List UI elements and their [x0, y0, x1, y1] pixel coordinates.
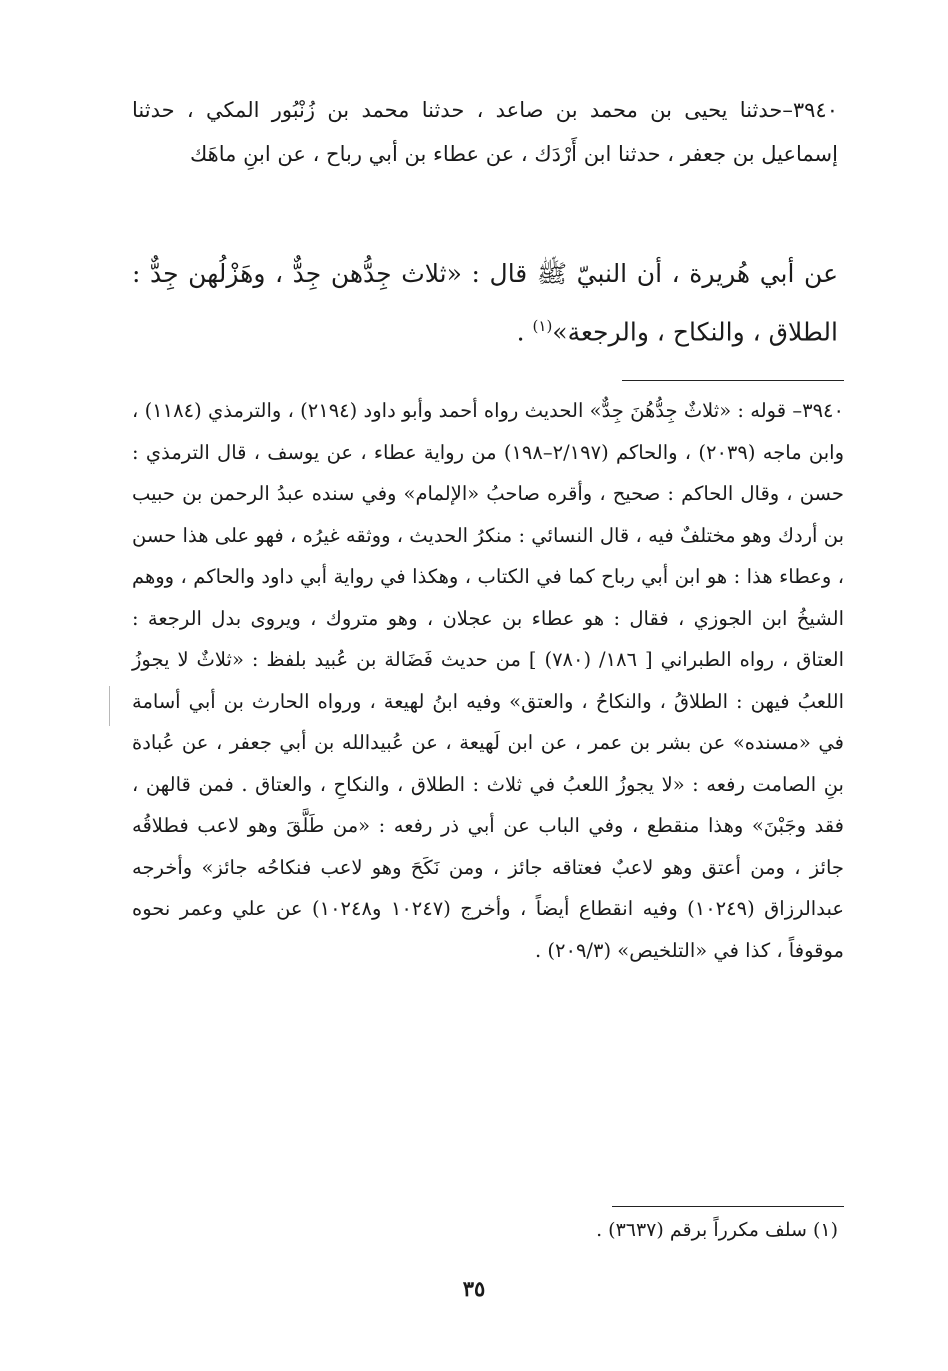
footnote-separator	[612, 1206, 844, 1207]
hadith-matn-text: عن أبي هُريرة ، أن النبيّ ﷺ قال : «ثلاث جِدُّهن جِدٌّ ، وهَزْلُهن جِدٌّ : الطلاق ، والنكاح ، والرجعة»	[132, 259, 838, 347]
commentary-separator	[622, 380, 844, 381]
hadith-matn-end: .	[516, 317, 533, 347]
margin-mark	[109, 686, 110, 726]
footnote-text: (١) سلف مكرراً برقم (٣٦٣٧) .	[596, 1219, 838, 1241]
page-number: ٣٥	[462, 1276, 486, 1301]
hadith-matn	[132, 248, 838, 358]
commentary-text: ٣٩٤٠– قوله : «ثلاثٌ جِدُّهُنَ جِدٌّ» الحديث رواه أحمد وأبو داود (٢١٩٤) ، والترمذي (١١٨٤) ، وابن ماجه (٢٠٣٩) ، والحاكم (٢/١٩٧–١٩٨) من رواية عطاء ، عن يوسف ، قال الترمذي : حسن ، وقال الحاكم : صحيح ، وأقره صاحبُ «الإلمام» وفي سنده عبدُ الرحمن بن حبيب بن أردك وهو مختلفٌ فيه ، قال النسائي : منكرُ الحديث ، ووثقه غيرُه ، فهو على هذا حسن ، وعطاء هذا : هو ابن أبي رباح كما في الكتاب ، وهكذا في رواية أبي داود والحاكم ، ووهم الشيخُ ابن الجوزي ، فقال : هو عطاء بن عجلان ، وهو متروك ، ويروى بدل الرجعة : العتاق ، رواه الطبراني [ ١٨٦/ (٧٨٠) ] من حديث فَضَالة بن عُبيد بلفظ : «ثلاثٌ لا يجوزُ اللعبُ فيهن : الطلاقُ ، والنكاحُ ، والعتق» وفيه ابنُ لهيعة ، ورواه الحارث بن أبي أسامة في «مسنده» عن بشر بن عمر ، عن ابن لَهيعة ، عن عُبيدالله بن أبي جعفر ، عن عُبادة بنِ الصامت رفعه : «لا يجوزُ اللعبُ في ثلاث : الطلاق ، والنكاحِ ، والعتاق . فمن قالهن ، فقد وجَبْنَ» وهذا منقطع ، وفي الباب عن أبي ذر رفعه : «من طَلَّقَ وهو لاعب فطلاقُه جائز ، ومن أعتق وهو لاعبٌ فعتاقه جائز ، ومن نَكَحَ وهو لاعب فنكاحُه جائز» وأخرجه عبدالرزاق (١٠٢٤٩) وفيه انقطاع أيضاً ، وأخرج (١٠٢٤٧ و١٠٢٤٨) عن علي وعمر نحوه موقوفاً ، كذا في «التلخيص» (٢٠٩/٣) .	[132, 399, 845, 962]
hadith-isnad: ٣٩٤٠–حدثنا يحيى بن محمد بن صاعد ، حدثنا محمد بن زُنْبُور المكي ، حدثنا إسماعيل بن جعفر ، حدثنا ابن أَرْدَك ، عن عطاء بن أبي رباح ، عن ابنِ ماهَك	[132, 98, 838, 166]
footnote-reference: (١)	[532, 317, 553, 335]
